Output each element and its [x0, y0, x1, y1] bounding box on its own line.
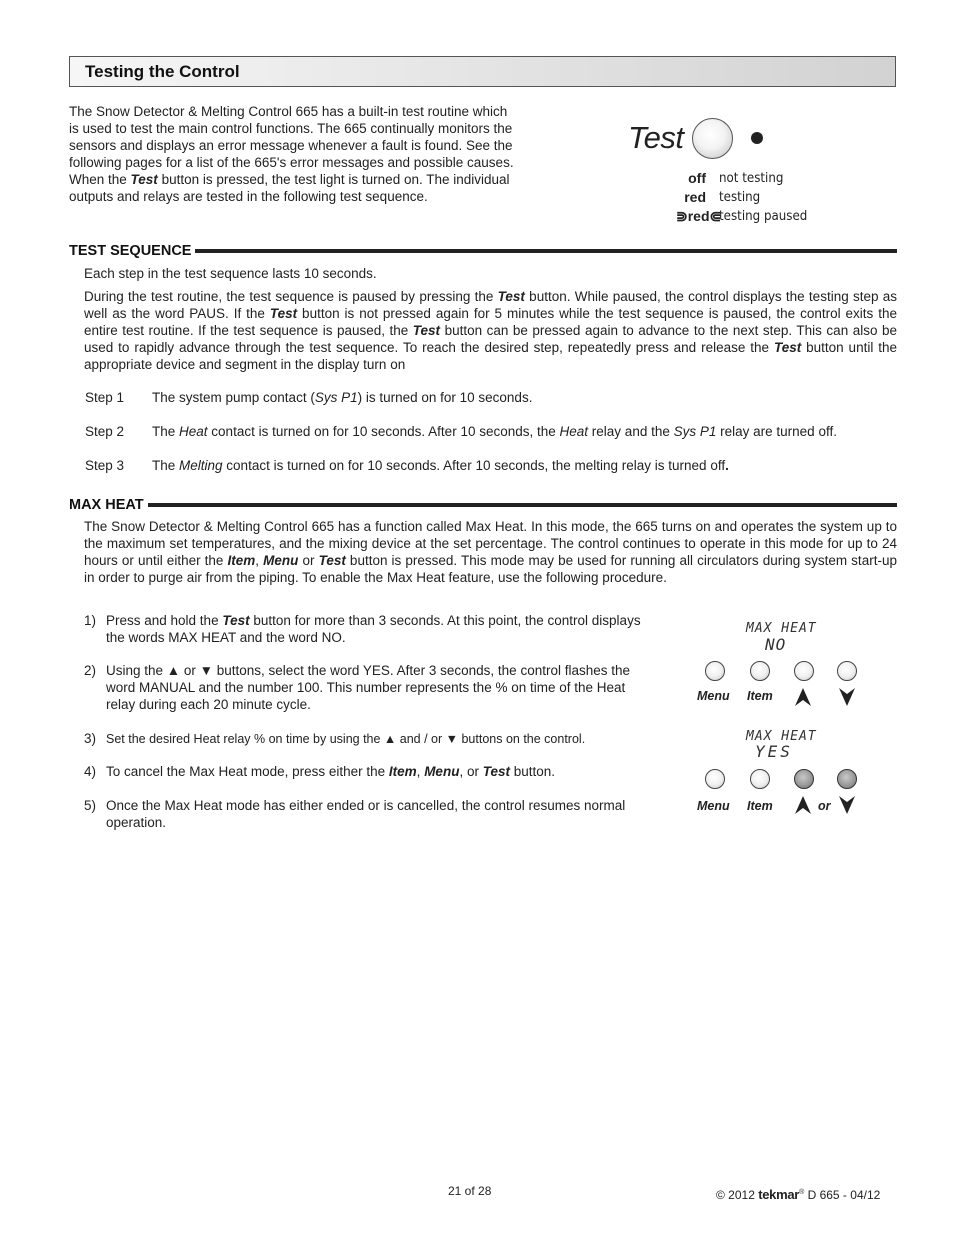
- intro-line: following pages for a list of the 665's error messages and possible causes.: [69, 155, 514, 170]
- list-item: Press and hold the Test button for more than 3 seconds. At this point, the control displays the words MAX HEAT and the word NO.: [106, 613, 641, 645]
- list-number: 5): [84, 798, 97, 813]
- lcd-line: YES: [755, 742, 793, 761]
- menu-label: Menu: [697, 799, 730, 813]
- page-number: 21 of 28: [448, 1184, 492, 1198]
- item-label: Item: [747, 799, 773, 813]
- list-item: To cancel the Max Heat mode, press either the Item, Menu, or Test button.: [106, 764, 556, 779]
- list-item: Set the desired Heat relay % on time by using the ▲ and / or ▼ buttons on the control.: [106, 732, 586, 746]
- max-heat-heading: [69, 496, 897, 514]
- up-arrow-icon: [795, 688, 811, 706]
- lcd-line: NO: [765, 635, 787, 654]
- legend-value: testing paused: [719, 208, 808, 224]
- legend-value: not testing: [719, 170, 784, 186]
- step-number: Step 2: [85, 424, 125, 439]
- down-button[interactable]: [837, 769, 857, 789]
- list-number: 1): [84, 613, 97, 628]
- heading-rule: [195, 249, 897, 253]
- footer-copyright: © 2012 tekmar® D 665 - 04/12: [716, 1187, 881, 1202]
- step-text: The system pump contact (Sys P1) is turned on for 10 seconds.: [152, 390, 533, 405]
- intro-paragraph: [69, 103, 539, 205]
- intro-line: When the Test button is pressed, the test light is turned on. The individual: [69, 172, 510, 187]
- up-button[interactable]: [794, 769, 814, 789]
- test-button[interactable]: [692, 118, 733, 159]
- item-label: Item: [747, 689, 773, 703]
- heading-rule: [148, 503, 897, 507]
- item-button[interactable]: [750, 769, 770, 789]
- menu-button[interactable]: [705, 769, 725, 789]
- test-sequence-intro: Each step in the test sequence lasts 10 seconds.: [84, 266, 377, 281]
- or-label: or: [818, 799, 831, 813]
- down-arrow-icon: [839, 688, 855, 706]
- section-heading-label: MAX HEAT: [69, 496, 144, 513]
- page-title: Testing the Control: [85, 62, 240, 81]
- step-number: Step 1: [85, 390, 125, 405]
- down-arrow-icon: [839, 796, 855, 814]
- legend-value: testing: [719, 189, 761, 205]
- up-arrow-icon: [795, 796, 811, 814]
- step-text: The Melting contact is turned on for 10 seconds. After 10 seconds, the melting relay is turned off.: [152, 458, 729, 473]
- step-text: The Heat contact is turned on for 10 seconds. After 10 seconds, the Heat relay and the Sys P1 relay are turned off.: [152, 424, 837, 439]
- lcd-line: MAX HEAT: [746, 729, 817, 744]
- tekmar-logo: tekmar: [758, 1187, 800, 1202]
- legend-key: off: [688, 170, 706, 186]
- item-button[interactable]: [750, 661, 770, 681]
- lcd-line: MAX HEAT: [746, 621, 817, 636]
- intro-line: is used to test the main control functions. The 665 continually monitors the: [69, 121, 513, 136]
- test-sequence-paragraph: During the test routine, the test sequence is paused by pressing the Test button. While paused, the control displays the testing step as well as the word PAUS. If the Test button is not pressed again for 5 minutes while the test sequence is paused, the control exits the entire test routine. If the test sequence is paused, the Test button can be pressed again to advance to the next step. This can also be used to rapidly advance through the test sequence. To reach the desired step, repeatedly press and release the Test button until the appropriate device and segment in the display turn on: [84, 289, 898, 372]
- list-number: 2): [84, 663, 97, 678]
- legend-key: red: [684, 189, 706, 205]
- test-sequence-heading: [69, 242, 897, 260]
- step-number: Step 3: [85, 458, 125, 473]
- list-item: Using the ▲ or ▼ buttons, select the word YES. After 3 seconds, the control flashes the word MANUAL and the number 100. This number represents the % on time of the Heat relay during each 20 minute cycle.: [106, 663, 631, 712]
- intro-line: The Snow Detector & Melting Control 665 has a built-in test routine which: [69, 104, 508, 119]
- menu-label: Menu: [697, 689, 730, 703]
- list-item: Once the Max Heat mode has either ended or is cancelled, the control resumes normal operation.: [106, 798, 626, 830]
- intro-line: outputs and relays are tested in the following test sequence.: [69, 189, 428, 204]
- up-button[interactable]: [794, 661, 814, 681]
- intro-line: sensors and displays an error message whenever a fault is found. See the: [69, 138, 513, 153]
- section-title-bar: [69, 56, 896, 87]
- section-heading-label: TEST SEQUENCE: [69, 242, 192, 259]
- list-number: 4): [84, 764, 97, 779]
- max-heat-paragraph: The Snow Detector & Melting Control 665 has a function called Max Heat. In this mode, the 665 turns on and operates the system up to the maximum set temperatures, and the mixing device at the set percentage. The control continues to operate in this mode for up to 24 hours or until either the Item, Menu or Test button is pressed. This mode may be used for running all circulators during system start-up in order to purge air from the piping. To enable the Max Heat feature, use the following procedure.: [84, 519, 897, 585]
- test-label: Test: [628, 120, 684, 155]
- down-button[interactable]: [837, 661, 857, 681]
- test-led-icon: [751, 132, 763, 144]
- list-number: 3): [84, 731, 97, 746]
- legend-key: ⋑red⋐: [676, 208, 722, 224]
- menu-button[interactable]: [705, 661, 725, 681]
